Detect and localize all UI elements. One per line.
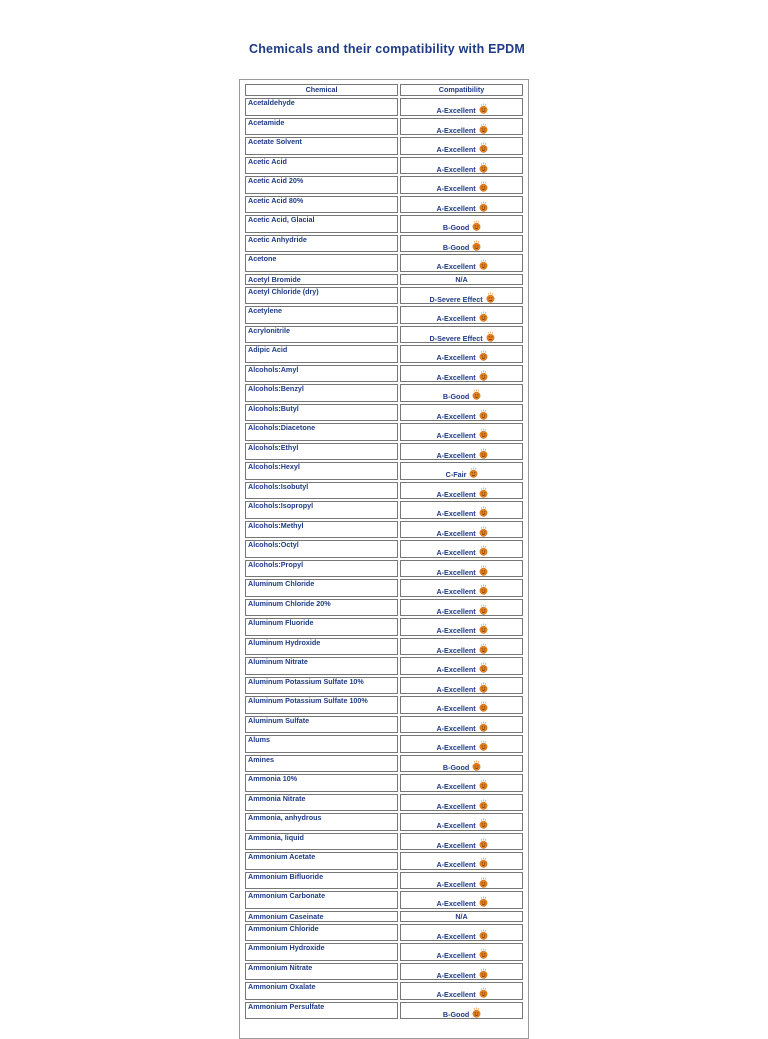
- compatibility-cell: [400, 618, 523, 636]
- rating-label: A-Excellent: [436, 684, 476, 694]
- chemical-cell: Ammonium Carbonate: [245, 891, 398, 909]
- table-row: [245, 891, 523, 909]
- table-row: [245, 716, 523, 734]
- compatibility-cell: [400, 423, 523, 441]
- chemical-cell: Alcohols:Amyl: [245, 365, 398, 383]
- chemical-cell: Alcohols:Isopropyl: [245, 501, 398, 519]
- chemical-cell: Aluminum Hydroxide: [245, 638, 398, 656]
- table-row: [245, 911, 523, 922]
- smile-icon: [479, 665, 487, 673]
- frown-icon: [486, 295, 494, 303]
- compatibility-cell: [400, 560, 523, 578]
- smile-icon: [479, 106, 487, 114]
- rating-label: B-Good: [442, 392, 470, 402]
- table-row: [245, 176, 523, 194]
- compatibility-cell: [400, 306, 523, 324]
- rating-label: A-Excellent: [436, 606, 476, 616]
- rating-label: A-Excellent: [436, 704, 476, 714]
- chemical-cell: Alcohols:Benzyl: [245, 384, 398, 402]
- chemical-cell: Ammonium Hydroxide: [245, 943, 398, 961]
- smile-icon: [479, 932, 487, 940]
- table-row: [245, 833, 523, 851]
- table-row: [245, 638, 523, 656]
- compatibility-cell: [400, 911, 523, 922]
- chemical-cell: Acetic Acid 20%: [245, 176, 398, 194]
- table-row: [245, 404, 523, 422]
- compatibility-column-header: Compatibility: [400, 84, 523, 96]
- rating-label: A-Excellent: [436, 970, 476, 980]
- smile-icon: [479, 971, 487, 979]
- smile-icon: [472, 223, 480, 231]
- compatibility-cell: [400, 404, 523, 422]
- chemical-cell: Acrylonitrile: [245, 326, 398, 344]
- smile-icon: [479, 724, 487, 732]
- smile-icon: [479, 685, 487, 693]
- compatibility-cell: [400, 482, 523, 500]
- chemical-cell: Alcohols:Octyl: [245, 540, 398, 558]
- table-row: [245, 560, 523, 578]
- smile-icon: [479, 626, 487, 634]
- table-row: [245, 443, 523, 461]
- rating-label: B-Good: [442, 242, 470, 252]
- chemical-cell: Acetic Acid 80%: [245, 196, 398, 214]
- smile-icon: [479, 951, 487, 959]
- rating-label: A-Excellent: [436, 450, 476, 460]
- table-row: [245, 1002, 523, 1020]
- compatibility-cell: [400, 638, 523, 656]
- smile-icon: [479, 509, 487, 517]
- smile-icon: [479, 743, 487, 751]
- compatibility-cell: [400, 98, 523, 116]
- rating-label: A-Excellent: [436, 509, 476, 519]
- smile-icon: [479, 607, 487, 615]
- compatibility-cell: [400, 287, 523, 305]
- chemical-cell: Acetamide: [245, 118, 398, 136]
- rating-label: A-Excellent: [436, 567, 476, 577]
- chemical-cell: Ammonium Acetate: [245, 852, 398, 870]
- smile-icon: [479, 314, 487, 322]
- rating-label: D-Severe Effect: [429, 294, 483, 304]
- rating-label: A-Excellent: [436, 723, 476, 733]
- table-row: [245, 157, 523, 175]
- rating-label: A-Excellent: [436, 548, 476, 558]
- table-row: [245, 755, 523, 773]
- smile-icon: [479, 204, 487, 212]
- smile-icon: [479, 568, 487, 576]
- rating-label: N/A: [455, 275, 468, 285]
- table-row: [245, 924, 523, 942]
- compatibility-cell: [400, 462, 523, 480]
- chemical-cell: Acetic Acid, Glacial: [245, 215, 398, 233]
- rating-label: A-Excellent: [436, 587, 476, 597]
- compatibility-cell: [400, 118, 523, 136]
- table-row: [245, 462, 523, 480]
- rating-label: D-Severe Effect: [429, 333, 483, 343]
- compatibility-cell: [400, 579, 523, 597]
- chemical-cell: Acetyl Chloride (dry): [245, 287, 398, 305]
- smile-icon: [479, 860, 487, 868]
- rating-label: A-Excellent: [436, 743, 476, 753]
- chemical-cell: Aluminum Chloride: [245, 579, 398, 597]
- rating-label: A-Excellent: [436, 164, 476, 174]
- rating-label: A-Excellent: [436, 106, 476, 116]
- smile-icon: [479, 802, 487, 810]
- table-row: [245, 696, 523, 714]
- rating-label: A-Excellent: [436, 145, 476, 155]
- rating-label: B-Good: [442, 223, 470, 233]
- rating-label: A-Excellent: [436, 372, 476, 382]
- chemical-cell: Ammonia Nitrate: [245, 794, 398, 812]
- compatibility-cell: [400, 716, 523, 734]
- compatibility-cell: [400, 443, 523, 461]
- table-row: [245, 540, 523, 558]
- chemical-cell: Acetic Acid: [245, 157, 398, 175]
- chemical-cell: Aluminum Potassium Sulfate 100%: [245, 696, 398, 714]
- smile-icon: [479, 262, 487, 270]
- chemical-cell: Ammonium Caseinate: [245, 911, 398, 922]
- table-row: [245, 501, 523, 519]
- table-row: [245, 254, 523, 272]
- rating-label: A-Excellent: [436, 951, 476, 961]
- table-row: [245, 326, 523, 344]
- chemical-cell: Aluminum Chloride 20%: [245, 599, 398, 617]
- table-row: [245, 423, 523, 441]
- rating-label: A-Excellent: [436, 431, 476, 441]
- smile-icon: [479, 548, 487, 556]
- smile-icon: [479, 431, 487, 439]
- smile-icon: [479, 899, 487, 907]
- table-row: [245, 306, 523, 324]
- smile-icon: [479, 451, 487, 459]
- compatibility-cell: [400, 157, 523, 175]
- smile-icon: [472, 1010, 480, 1018]
- compatibility-cell: [400, 384, 523, 402]
- table-row: [245, 982, 523, 1000]
- chemical-cell: Alcohols:Propyl: [245, 560, 398, 578]
- chemical-cell: Aluminum Fluoride: [245, 618, 398, 636]
- table-row: [245, 98, 523, 116]
- rating-label: A-Excellent: [436, 899, 476, 909]
- compatibility-cell: [400, 794, 523, 812]
- compatibility-cell: [400, 735, 523, 753]
- table-row: [245, 774, 523, 792]
- chemical-cell: Acetylene: [245, 306, 398, 324]
- compatibility-cell: [400, 657, 523, 675]
- table-row: [245, 735, 523, 753]
- compatibility-cell: [400, 599, 523, 617]
- chemical-cell: Acetyl Bromide: [245, 274, 398, 285]
- chemical-cell: Acetone: [245, 254, 398, 272]
- compatibility-cell: [400, 1002, 523, 1020]
- compatibility-cell: [400, 963, 523, 981]
- compatibility-cell: [400, 215, 523, 233]
- page-title: Chemicals and their compatibility with EPDM: [248, 42, 525, 56]
- smile-icon: [479, 165, 487, 173]
- smile-icon: [479, 646, 487, 654]
- rating-label: A-Excellent: [436, 931, 476, 941]
- smile-icon: [472, 243, 480, 251]
- table-row: [245, 657, 523, 675]
- smile-icon: [479, 126, 487, 134]
- rating-label: A-Excellent: [436, 203, 476, 213]
- compatibility-cell: [400, 924, 523, 942]
- compatibility-cell: [400, 540, 523, 558]
- smile-icon: [479, 529, 487, 537]
- rating-label: A-Excellent: [436, 626, 476, 636]
- chemical-cell: Alcohols:Ethyl: [245, 443, 398, 461]
- table-body: [245, 98, 523, 1019]
- smile-icon: [479, 821, 487, 829]
- chemical-cell: Alcohols:Hexyl: [245, 462, 398, 480]
- compatibility-cell: [400, 501, 523, 519]
- compatibility-cell: [400, 235, 523, 253]
- compatibility-cell: [400, 254, 523, 272]
- table-row: [245, 482, 523, 500]
- rating-label: C-Fair: [445, 470, 467, 480]
- smile-icon: [479, 412, 487, 420]
- chemical-cell: Aluminum Potassium Sulfate 10%: [245, 677, 398, 695]
- rating-label: A-Excellent: [436, 821, 476, 831]
- compatibility-cell: [400, 872, 523, 890]
- rating-label: A-Excellent: [436, 125, 476, 135]
- rating-label: A-Excellent: [436, 879, 476, 889]
- neutral-face-icon: [469, 470, 477, 478]
- compatibility-cell: [400, 326, 523, 344]
- rating-label: A-Excellent: [436, 990, 476, 1000]
- table-row: [245, 872, 523, 890]
- table-row: [245, 118, 523, 136]
- compatibility-table-frame: [239, 79, 529, 1039]
- rating-label: A-Excellent: [436, 184, 476, 194]
- compatibility-cell: [400, 137, 523, 155]
- chemical-cell: Ammonium Oxalate: [245, 982, 398, 1000]
- compatibility-cell: [400, 852, 523, 870]
- table-row: [245, 235, 523, 253]
- compatibility-cell: [400, 891, 523, 909]
- compatibility-cell: [400, 677, 523, 695]
- table-row: [245, 794, 523, 812]
- chemical-cell: Alcohols:Methyl: [245, 521, 398, 539]
- chemical-cell: Ammonium Nitrate: [245, 963, 398, 981]
- compatibility-cell: [400, 982, 523, 1000]
- smile-icon: [479, 373, 487, 381]
- smile-icon: [479, 990, 487, 998]
- chemical-column-header: Chemical: [245, 84, 398, 96]
- chemical-cell: Acetic Anhydride: [245, 235, 398, 253]
- table-row: [245, 813, 523, 831]
- chemical-cell: Amines: [245, 755, 398, 773]
- chemical-cell: Ammonia, liquid: [245, 833, 398, 851]
- table-row: [245, 345, 523, 363]
- rating-label: A-Excellent: [436, 840, 476, 850]
- rating-label: A-Excellent: [436, 801, 476, 811]
- chemical-cell: Ammonium Persulfate: [245, 1002, 398, 1020]
- chemical-cell: Alcohols:Diacetone: [245, 423, 398, 441]
- table-row: [245, 384, 523, 402]
- rating-label: A-Excellent: [436, 782, 476, 792]
- chemical-cell: Alcohols:Butyl: [245, 404, 398, 422]
- rating-label: B-Good: [442, 762, 470, 772]
- table-row: [245, 521, 523, 539]
- smile-icon: [479, 490, 487, 498]
- table-row: [245, 618, 523, 636]
- chemical-cell: Ammonium Chloride: [245, 924, 398, 942]
- table-row: [245, 215, 523, 233]
- chemical-cell: Aluminum Sulfate: [245, 716, 398, 734]
- table-row: [245, 943, 523, 961]
- table-row: [245, 365, 523, 383]
- table-row: [245, 677, 523, 695]
- rating-label: A-Excellent: [436, 489, 476, 499]
- smile-icon: [479, 587, 487, 595]
- smile-icon: [479, 782, 487, 790]
- chemical-cell: Alums: [245, 735, 398, 753]
- compatibility-cell: [400, 274, 523, 285]
- compatibility-cell: [400, 813, 523, 831]
- rating-label: A-Excellent: [436, 528, 476, 538]
- compatibility-cell: [400, 345, 523, 363]
- table-row: [245, 963, 523, 981]
- rating-label: A-Excellent: [436, 262, 476, 272]
- table-row: [245, 579, 523, 597]
- compatibility-cell: [400, 176, 523, 194]
- compatibility-cell: [400, 696, 523, 714]
- chemical-cell: Ammonia, anhydrous: [245, 813, 398, 831]
- rating-label: A-Excellent: [436, 860, 476, 870]
- smile-icon: [479, 704, 487, 712]
- chemical-cell: Aluminum Nitrate: [245, 657, 398, 675]
- rating-label: A-Excellent: [436, 411, 476, 421]
- table-row: [245, 287, 523, 305]
- smile-icon: [479, 880, 487, 888]
- smile-icon: [479, 841, 487, 849]
- compatibility-table: [243, 82, 525, 1021]
- compatibility-cell: [400, 833, 523, 851]
- chemical-cell: Acetate Solvent: [245, 137, 398, 155]
- rating-label: A-Excellent: [436, 353, 476, 363]
- chemical-cell: Ammonium Bifluoride: [245, 872, 398, 890]
- smile-icon: [479, 353, 487, 361]
- smile-icon: [472, 763, 480, 771]
- smile-icon: [472, 392, 480, 400]
- smile-icon: [479, 184, 487, 192]
- chemical-cell: Acetaldehyde: [245, 98, 398, 116]
- table-header-row: [245, 84, 523, 96]
- rating-label: A-Excellent: [436, 645, 476, 655]
- rating-label: A-Excellent: [436, 314, 476, 324]
- rating-label: B-Good: [442, 1009, 470, 1019]
- chemical-cell: Adipic Acid: [245, 345, 398, 363]
- chemical-cell: Alcohols:Isobutyl: [245, 482, 398, 500]
- table-row: [245, 852, 523, 870]
- table-row: [245, 599, 523, 617]
- compatibility-cell: [400, 196, 523, 214]
- table-row: [245, 137, 523, 155]
- rating-label: A-Excellent: [436, 665, 476, 675]
- chemical-cell: Ammonia 10%: [245, 774, 398, 792]
- rating-label: N/A: [455, 912, 468, 922]
- compatibility-cell: [400, 943, 523, 961]
- compatibility-cell: [400, 521, 523, 539]
- frown-icon: [486, 334, 494, 342]
- compatibility-cell: [400, 755, 523, 773]
- table-row: [245, 274, 523, 285]
- compatibility-cell: [400, 774, 523, 792]
- table-row: [245, 196, 523, 214]
- compatibility-cell: [400, 365, 523, 383]
- smile-icon: [479, 145, 487, 153]
